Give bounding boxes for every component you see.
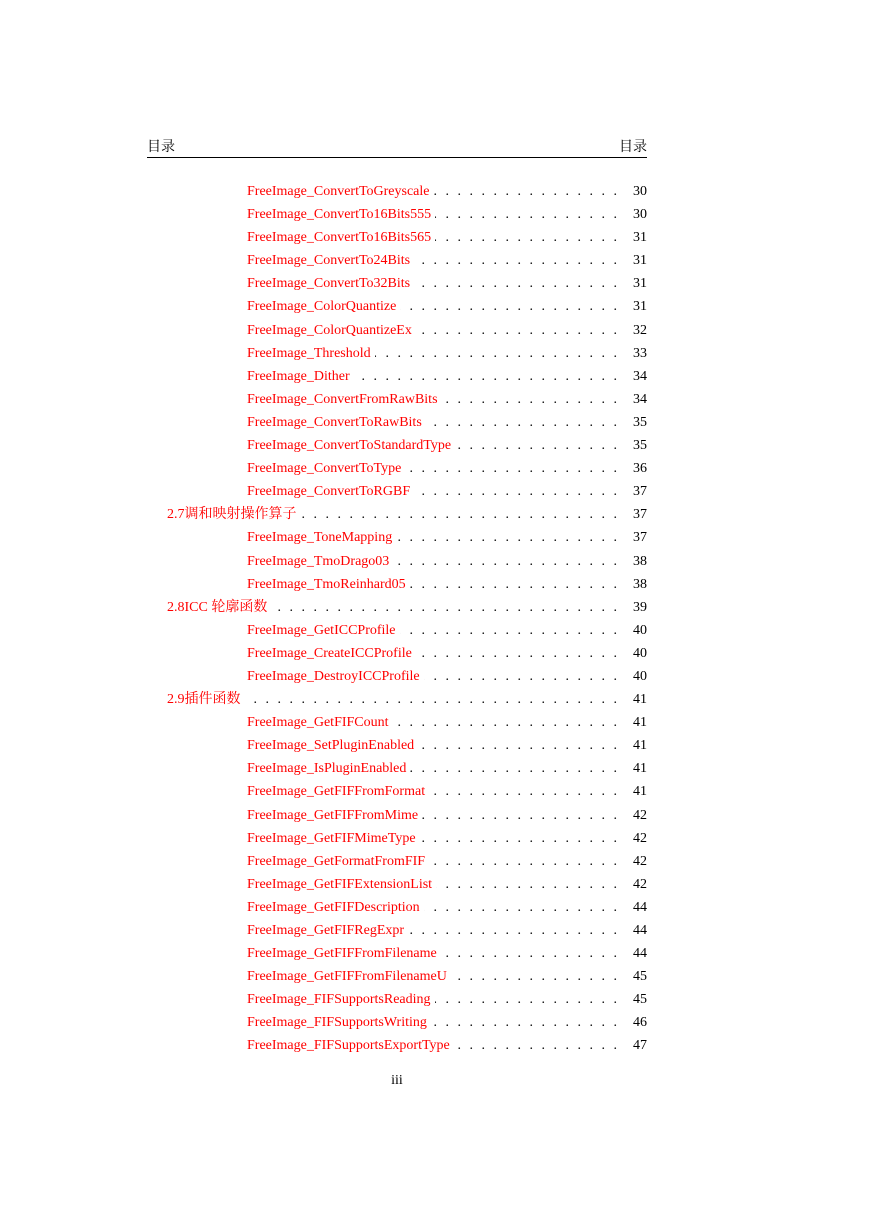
toc-page-number: 44: [633, 899, 647, 915]
toc-dot-leader: [405, 457, 617, 480]
toc-entry-link[interactable]: [147, 734, 617, 757]
toc-dot-leader: [416, 319, 617, 342]
toc-page-number: 35: [633, 414, 647, 430]
toc-entry-title: ICC 轮廓函数: [184, 599, 268, 615]
toc-section-row: [147, 688, 647, 711]
toc-entry-link[interactable]: [147, 919, 617, 942]
toc-entry-link[interactable]: [147, 526, 617, 549]
toc-entry-row: [147, 388, 647, 411]
toc-entry-link[interactable]: [147, 388, 617, 411]
toc-dot-leader: [431, 1011, 617, 1034]
toc-entry-row: [147, 249, 647, 272]
toc-entry-row: [147, 734, 647, 757]
toc-entry-row: [147, 295, 647, 318]
toc-dot-leader: [426, 411, 617, 434]
toc-dot-leader: [396, 526, 617, 549]
toc-section-link[interactable]: [147, 688, 617, 711]
toc-entry-title: FreeImage_ConvertToRawBits: [247, 414, 422, 430]
toc-dot-leader: [400, 295, 617, 318]
toc-entry-link[interactable]: [147, 1011, 617, 1034]
toc-entry-title: FreeImage_ConvertTo16Bits565: [247, 230, 432, 246]
toc-dot-leader: [301, 503, 618, 526]
toc-page-number: 31: [633, 230, 647, 246]
toc-entry-row: [147, 896, 647, 919]
toc-entry-title: 调和映射操作算子: [184, 507, 297, 523]
toc-page-number: 41: [633, 761, 647, 777]
toc-entry-title: FreeImage_GetFIFExtensionList: [247, 876, 433, 892]
toc-entry-row: [147, 642, 647, 665]
toc-entry-title: FreeImage_FIFSupportsReading: [247, 992, 431, 1008]
toc-dot-leader: [418, 734, 617, 757]
toc-entry-title: FreeImage_GetFIFDescription: [247, 899, 420, 915]
toc-page-number: 33: [633, 345, 647, 361]
toc-entry-title: FreeImage_GetFIFRegExpr: [247, 923, 405, 938]
toc-page-number: 31: [633, 299, 647, 315]
toc-page-number: 37: [633, 530, 647, 546]
toc-entry-row: [147, 1034, 647, 1057]
toc-page-number: 41: [633, 692, 647, 708]
toc-dot-leader: [245, 688, 618, 711]
toc-entry-title: FreeImage_GetFormatFromFIF: [247, 853, 426, 869]
toc-dot-leader: [416, 642, 617, 665]
toc-dot-leader: [410, 757, 617, 780]
toc-entry-link[interactable]: [147, 295, 617, 318]
toc-entry-title: FreeImage_ConvertToGreyscale: [247, 184, 430, 199]
toc-dot-leader: [435, 988, 617, 1011]
toc-entry-title: FreeImage_ColorQuantize: [247, 299, 397, 315]
toc-page-number: 40: [633, 668, 647, 684]
toc-entry-link[interactable]: [147, 1034, 617, 1057]
toc-page-number: 34: [633, 391, 647, 407]
toc-entry-link[interactable]: [147, 226, 617, 249]
toc-page-number: 31: [633, 253, 647, 269]
toc-entry-title: FreeImage_GetICCProfile: [247, 622, 396, 638]
toc-entry-row: [147, 873, 647, 896]
toc-page-number: 42: [633, 807, 647, 823]
toc-entry-title: FreeImage_ConvertToStandardType: [247, 438, 452, 454]
toc-page-number: 30: [633, 184, 647, 199]
toc-entry-link[interactable]: [147, 642, 617, 665]
toc-page-number: 35: [633, 438, 647, 454]
toc-entry-row: [147, 827, 647, 850]
toc-page-number: 38: [633, 553, 647, 569]
toc-entry-row: [147, 411, 647, 434]
toc-page-number: 40: [633, 645, 647, 661]
toc-page-number: 32: [633, 322, 647, 338]
toc-dot-leader: [414, 249, 617, 272]
toc-entry-row: [147, 965, 647, 988]
toc-dot-leader: [435, 203, 617, 226]
toc-entry-title: FreeImage_GetFIFFromMime: [247, 807, 419, 823]
toc-entry-row: [147, 272, 647, 295]
toc-entry-row: [147, 942, 647, 965]
toc-page-number: 42: [633, 830, 647, 846]
toc-entry-row: [147, 226, 647, 249]
toc-dot-leader: [424, 665, 617, 688]
toc-entry-row: [147, 804, 647, 827]
toc-entry-title: FreeImage_GetFIFFromFilenameU: [247, 969, 447, 985]
header-right-title: 目录: [619, 140, 647, 155]
toc-entry-row: [147, 457, 647, 480]
toc-dot-leader: [422, 804, 617, 827]
toc-entry-row: [147, 319, 647, 342]
toc-entry-link[interactable]: [147, 619, 617, 642]
toc-page-number: 36: [633, 461, 647, 477]
toc-section-row: [147, 503, 647, 526]
toc-entry-row: [147, 988, 647, 1011]
toc-dot-leader: [414, 272, 617, 295]
toc-entry-title: FreeImage_GetFIFFromFilename: [247, 946, 437, 962]
toc-entry-title: FreeImage_ConvertTo24Bits: [247, 253, 411, 269]
toc-entry-link[interactable]: [147, 873, 617, 896]
toc-dot-leader: [393, 711, 617, 734]
toc-page-number: 44: [633, 946, 647, 962]
toc-dot-leader: [435, 226, 617, 249]
toc-entry-title: FreeImage_GetFIFCount: [247, 715, 389, 731]
toc-entry-link[interactable]: [147, 203, 617, 226]
toc-entry-title: FreeImage_ConvertToRGBF: [247, 484, 411, 500]
toc-page-number: 37: [633, 484, 647, 500]
header-left-title: 目录: [147, 140, 175, 155]
toc-dot-leader: [454, 1034, 617, 1057]
toc-entry-title: FreeImage_ColorQuantizeEx: [247, 322, 412, 338]
toc-page-number: 31: [633, 276, 647, 292]
toc-entry-link[interactable]: [147, 272, 617, 295]
toc-page-number: 45: [633, 992, 647, 1008]
toc-entry-title: FreeImage_FIFSupportsExportType: [247, 1038, 450, 1054]
toc-section-number: 2.8: [167, 599, 185, 615]
toc-entry-link[interactable]: [147, 942, 617, 965]
toc-dot-leader: [434, 180, 618, 203]
toc-dot-leader: [429, 850, 617, 873]
toc-entry-link[interactable]: [147, 804, 617, 827]
toc-entry-row: [147, 919, 647, 942]
toc-entry-link[interactable]: [147, 365, 617, 388]
toc-entry-title: FreeImage_ToneMapping: [247, 530, 393, 546]
toc-page-number: 47: [633, 1038, 647, 1054]
toc-dot-leader: [408, 919, 617, 942]
toc-entry-row: [147, 850, 647, 873]
toc-entry-link[interactable]: [147, 480, 617, 503]
toc-dot-leader: [271, 596, 617, 619]
toc-entry-title: FreeImage_DestroyICCProfile: [247, 668, 420, 684]
toc-section-row: [147, 596, 647, 619]
toc-page-number: 34: [633, 368, 647, 384]
toc-entry-title: FreeImage_TmoDrago03: [247, 553, 390, 569]
toc-dot-leader: [375, 342, 617, 365]
toc-entry-row: [147, 1011, 647, 1034]
toc-entry-title: FreeImage_IsPluginEnabled: [247, 761, 407, 777]
toc-entry-title: FreeImage_ConvertTo32Bits: [247, 276, 411, 292]
toc-entry-link[interactable]: [147, 965, 617, 988]
toc-entry-row: [147, 480, 647, 503]
toc-entry-row: [147, 526, 647, 549]
toc-page-number: 41: [633, 784, 647, 800]
toc-section-link[interactable]: [147, 503, 617, 526]
toc-page-number: 46: [633, 1015, 647, 1031]
toc-entry-row: [147, 550, 647, 573]
toc-page-number: 39: [633, 599, 647, 615]
toc-entry-link[interactable]: [147, 711, 617, 734]
toc-entry-row: [147, 665, 647, 688]
toc-entry-link[interactable]: [147, 573, 617, 596]
toc-dot-leader: [451, 965, 617, 988]
toc-entry-link[interactable]: [147, 757, 617, 780]
toc-entry-link[interactable]: [147, 988, 617, 1011]
toc-dot-leader: [410, 573, 617, 596]
toc-entry-title: FreeImage_GetFIFMimeType: [247, 830, 416, 846]
toc-entry-title: FreeImage_CreateICCProfile: [247, 645, 412, 661]
toc-page-number: 41: [633, 715, 647, 731]
toc-entry-title: FreeImage_ConvertFromRawBits: [247, 391, 438, 407]
toc-entry-title: FreeImage_SetPluginEnabled: [247, 738, 415, 754]
toc-dot-leader: [420, 827, 617, 850]
toc-entry-link[interactable]: [147, 780, 617, 803]
toc-dot-leader: [436, 873, 617, 896]
toc-dot-leader: [441, 942, 617, 965]
toc-dot-leader: [455, 434, 617, 457]
toc-entry-link[interactable]: [147, 850, 617, 873]
toc-entry-row: [147, 180, 647, 203]
toc-dot-leader: [400, 619, 617, 642]
toc-dot-leader: [414, 480, 617, 503]
toc-entry-row: [147, 711, 647, 734]
toc-entry-title: FreeImage_Dither: [247, 368, 350, 384]
running-header: [147, 136, 647, 158]
toc-section-number: 2.9: [167, 692, 185, 708]
toc-entry-row: [147, 757, 647, 780]
toc-dot-leader: [393, 550, 617, 573]
toc-entry-link[interactable]: [147, 434, 617, 457]
toc-section-number: 2.7: [167, 507, 185, 523]
toc-page-number: 41: [633, 738, 647, 754]
toc-entry-title: FreeImage_TmoReinhard05: [247, 576, 406, 592]
toc-page-number: 44: [633, 923, 647, 938]
toc-entry-title: FreeImage_ConvertTo16Bits555: [247, 207, 432, 223]
toc-entry-link[interactable]: [147, 665, 617, 688]
toc-entry-link[interactable]: [147, 550, 617, 573]
toc-page-number: 30: [633, 207, 647, 223]
toc-page-number: 42: [633, 853, 647, 869]
toc-dot-leader: [354, 365, 617, 388]
toc-entry-title: FreeImage_Threshold: [247, 345, 371, 361]
toc-page-number: 42: [633, 876, 647, 892]
toc-entry-title: FreeImage_FIFSupportsWriting: [247, 1015, 427, 1031]
toc-page-number: 40: [633, 622, 647, 638]
toc-entry-title: FreeImage_ConvertToType: [247, 461, 402, 477]
toc-page-number: 38: [633, 576, 647, 592]
toc-page-number: 37: [633, 507, 647, 523]
toc-entry-title: 插件函数: [184, 692, 241, 708]
toc-entry-row: [147, 203, 647, 226]
toc-section-link[interactable]: [147, 596, 617, 619]
toc-entry-link[interactable]: [147, 249, 617, 272]
toc-dot-leader: [424, 896, 617, 919]
toc-entry-title: FreeImage_GetFIFFromFormat: [247, 784, 426, 800]
toc-entry-link[interactable]: [147, 457, 617, 480]
toc-entry-row: [147, 434, 647, 457]
table-of-contents: [147, 180, 647, 1058]
page-number: iii: [391, 1073, 403, 1088]
toc-entry-link[interactable]: [147, 342, 617, 365]
toc-dot-leader: [442, 388, 617, 411]
toc-entry-link[interactable]: [147, 827, 617, 850]
toc-entry-row: [147, 573, 647, 596]
toc-entry-row: [147, 342, 647, 365]
toc-dot-leader: [429, 780, 617, 803]
toc-entry-link[interactable]: [147, 411, 617, 434]
toc-entry-row: [147, 365, 647, 388]
toc-entry-row: [147, 619, 647, 642]
toc-entry-link[interactable]: [147, 896, 617, 919]
toc-page-number: 45: [633, 969, 647, 985]
toc-entry-link[interactable]: [147, 180, 617, 203]
toc-entry-row: [147, 780, 647, 803]
toc-entry-link[interactable]: [147, 319, 617, 342]
